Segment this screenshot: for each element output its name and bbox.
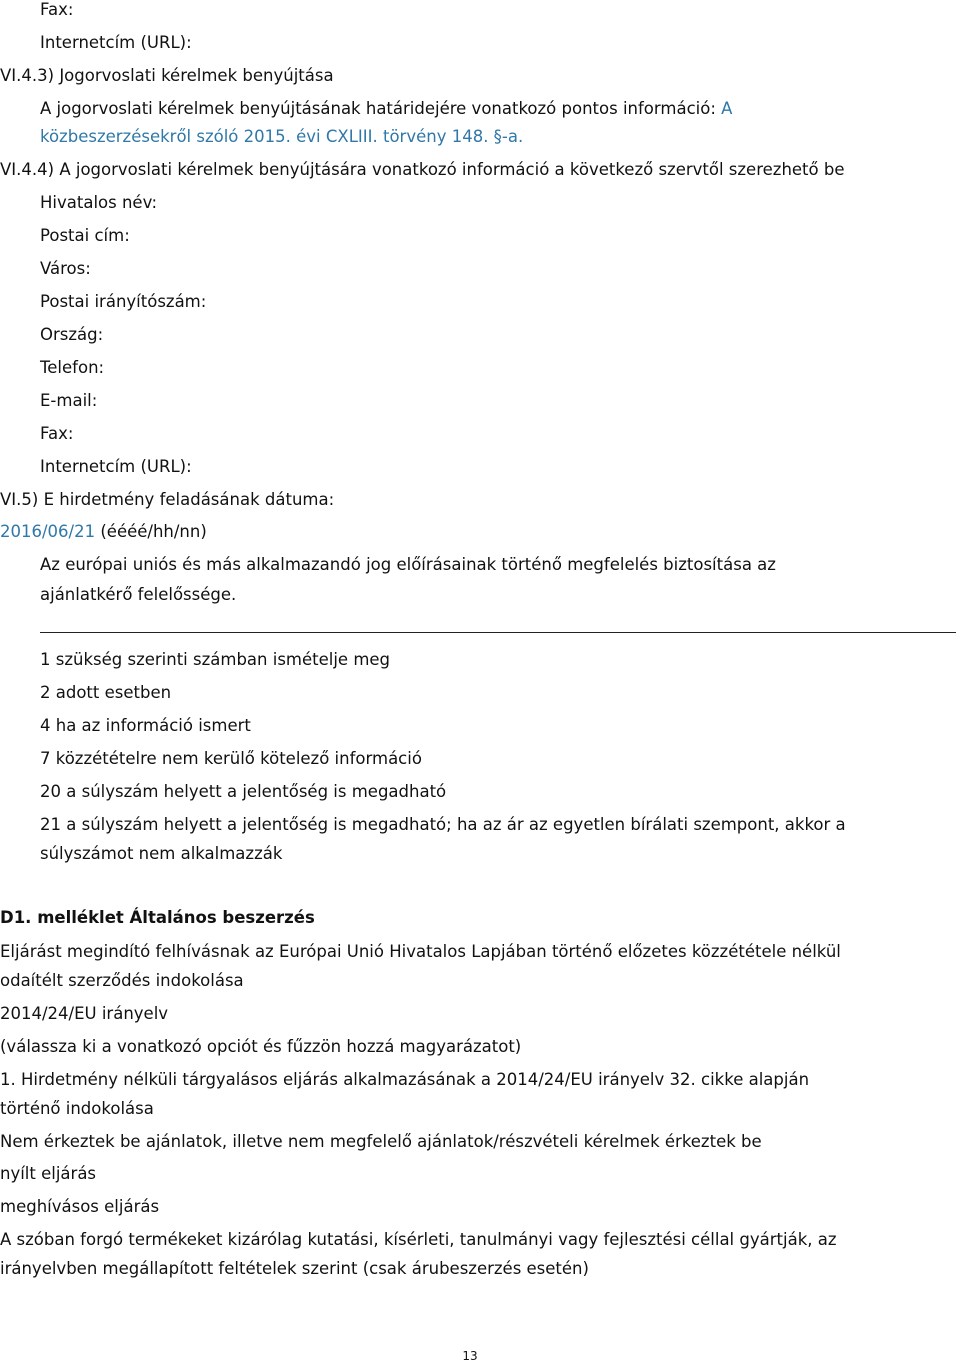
url-label: Internetcím (URL): — [40, 33, 192, 52]
footnote-2: 2 adott esetben — [40, 683, 172, 702]
field-fax: Fax: — [40, 424, 74, 443]
vi43-info-value: közbeszerzésekről szóló 2015. évi CXLIII. törvény 148. §-a. — [40, 127, 524, 146]
footnote-21-continued: súlyszámot nem alkalmazzák — [40, 844, 283, 863]
footnote-21: 21 a súlyszám helyett a jelentőség is megadható; ha az ár az egyetlen bírálati szempont, akkor a — [40, 815, 846, 834]
footnote-divider — [40, 632, 956, 633]
annex-point1-line1: 1. Hirdetmény nélküli tárgyalásos eljárás alkalmazásának a 2014/24/EU irányelv 32. cikke alapján — [0, 1070, 810, 1089]
field-city: Város: — [40, 259, 91, 278]
footnote-4: 4 ha az információ ismert — [40, 716, 251, 735]
vi43-info-value-start: A — [721, 99, 733, 118]
field-official-name: Hivatalos név: — [40, 193, 157, 212]
option-no-offers: Nem érkeztek be ajánlatok, illetve nem megfelelő ajánlatok/részvételi kérelmek érkeztek be — [0, 1132, 762, 1151]
option-research-line1: A szóban forgó termékeket kizárólag kutatási, kísérleti, tanulmányi vagy fejlesztési céllal gyártják, az — [0, 1230, 837, 1249]
field-postal-address: Postai cím: — [40, 226, 130, 245]
responsibility-note-line2: ajánlatkérő felelőssége. — [40, 585, 237, 604]
dispatch-date-format: (éééé/hh/nn) — [100, 522, 207, 541]
field-country: Ország: — [40, 325, 104, 344]
page-number: 13 — [462, 1349, 478, 1363]
field-telephone: Telefon: — [40, 358, 105, 377]
annex-justification-line1: Eljárást megindító felhívásnak az Európai Unió Hivatalos Lapjában történő előzetes közzététele nélkül — [0, 942, 841, 961]
fax-label: Fax: — [40, 0, 74, 19]
annex-instruction: (válassza ki a vonatkozó opciót és fűzzön hozzá magyarázatot) — [0, 1037, 522, 1056]
field-url: Internetcím (URL): — [40, 457, 192, 476]
dispatch-date-value: 2016/06/21 — [0, 522, 96, 541]
vi43-info-prefix: A jogorvoslati kérelmek benyújtásának határidejére vonatkozó pontos információ: — [40, 99, 716, 118]
annex-point1-line2: történő indokolása — [0, 1099, 154, 1118]
annex-heading: D1. melléklet Általános beszerzés — [0, 908, 315, 927]
dispatch-date-line — [0, 522, 207, 542]
section-heading-vi44: VI.4.4) A jogorvoslati kérelmek benyújtására vonatkozó információ a következő szervtől szerezhető be — [0, 160, 845, 179]
footnote-1: 1 szükség szerinti számban ismételje meg — [40, 650, 391, 669]
field-email: E-mail: — [40, 391, 98, 410]
responsibility-note-line1: Az európai uniós és más alkalmazandó jog előírásainak történő megfelelés biztosítása az — [40, 555, 776, 574]
option-open-procedure: nyílt eljárás — [0, 1164, 97, 1183]
annex-justification-line2: odaítélt szerződés indokolása — [0, 971, 244, 990]
footnote-20: 20 a súlyszám helyett a jelentőség is megadható — [40, 782, 447, 801]
option-research-line2: irányelvben megállapított feltételek szerint (csak árubeszerzés esetén) — [0, 1259, 589, 1278]
section-heading-vi5: VI.5) E hirdetmény feladásának dátuma: — [0, 490, 335, 509]
vi43-info-line — [40, 99, 732, 119]
footnote-7: 7 közzétételre nem kerülő kötelező információ — [40, 749, 422, 768]
annex-directive: 2014/24/EU irányelv — [0, 1004, 169, 1023]
section-heading-vi43: VI.4.3) Jogorvoslati kérelmek benyújtása — [0, 66, 334, 85]
field-postal-code: Postai irányítószám: — [40, 292, 207, 311]
option-restricted-procedure: meghívásos eljárás — [0, 1197, 160, 1216]
